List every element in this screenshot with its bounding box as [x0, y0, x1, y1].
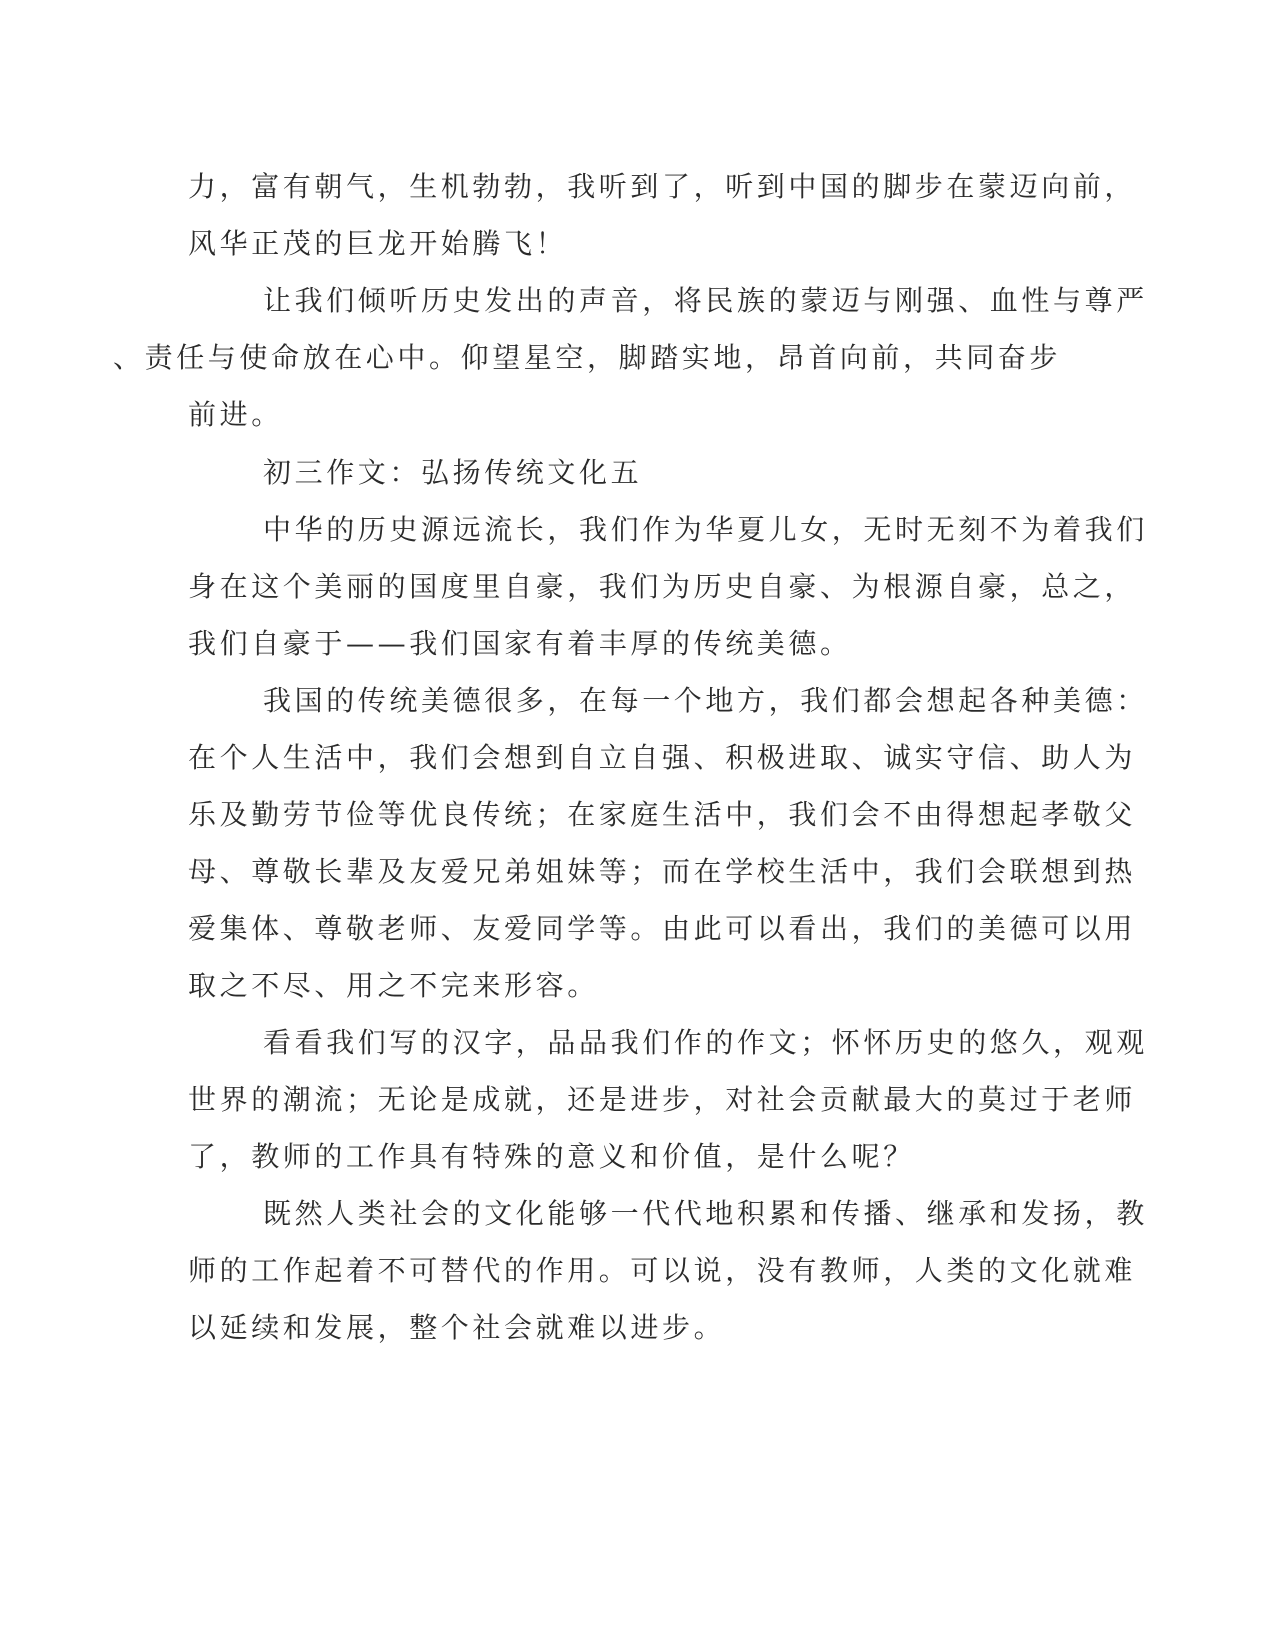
text-line: 母、尊敬长辈及友爱兄弟姐妹等；而在学校生活中，我们会联想到热 — [188, 855, 1137, 888]
text-line: 中华的历史源远流长，我们作为华夏儿女，无时无刻不为着我们 — [263, 513, 1148, 546]
text-line: 让我们倾听历史发出的声音，将民族的蒙迈与刚强、血性与尊严 — [263, 284, 1148, 317]
text-line: 了，教师的工作具有特殊的意义和价值，是什么呢？ — [188, 1140, 915, 1173]
paragraph — [113, 272, 1148, 443]
text-line: 在个人生活中，我们会想到自立自强、积极进取、诚实守信、助人为 — [188, 741, 1137, 774]
text-line: 风华正茂的巨龙开始腾飞！ — [188, 227, 568, 260]
paragraph — [188, 672, 1148, 1014]
heading-text: 初三作文：弘扬传统文化五 — [263, 456, 643, 489]
text-line: 乐及勤劳节俭等优良传统；在家庭生活中，我们会不由得想起孝敬父 — [188, 798, 1137, 831]
paragraph-continued — [188, 158, 1137, 272]
text-line: 身在这个美丽的国度里自豪，我们为历史自豪、为根源自豪，总之， — [188, 570, 1137, 603]
paragraph — [188, 1185, 1148, 1356]
text-line: 爱集体、尊敬老师、友爱同学等。由此可以看出，我们的美德可以用 — [188, 912, 1137, 945]
text-line: 看看我们写的汉字，品品我们作的作文；怀怀历史的悠久，观观 — [263, 1026, 1148, 1059]
text-line: 我们自豪于——我们国家有着丰厚的传统美德。 — [188, 627, 852, 660]
text-line: 师的工作起着不可替代的作用。可以说，没有教师，人类的文化就难 — [188, 1254, 1137, 1287]
document-body — [113, 158, 1148, 1356]
text-line: 取之不尽、用之不完来形容。 — [188, 969, 599, 1002]
text-line: 世界的潮流；无论是成就，还是进步，对社会贡献最大的莫过于老师 — [188, 1083, 1137, 1116]
text-line: 既然人类社会的文化能够一代代地积累和传播、继承和发扬，教 — [263, 1197, 1148, 1230]
paragraph — [188, 1014, 1148, 1185]
text-line: 以延续和发展，整个社会就难以进步。 — [188, 1311, 726, 1344]
text-line: 前进。 — [188, 398, 283, 431]
text-line: 力，富有朝气，生机勃勃，我听到了，听到中国的脚步在蒙迈向前， — [188, 170, 1137, 203]
text-line: 、责任与使命放在心中。仰望星空，脚踏实地，昂首向前，共同奋步 — [113, 341, 1062, 374]
section-heading — [188, 444, 1078, 501]
paragraph — [188, 501, 1148, 672]
text-line: 我国的传统美德很多，在每一个地方，我们都会想起各种美德： — [263, 684, 1148, 717]
